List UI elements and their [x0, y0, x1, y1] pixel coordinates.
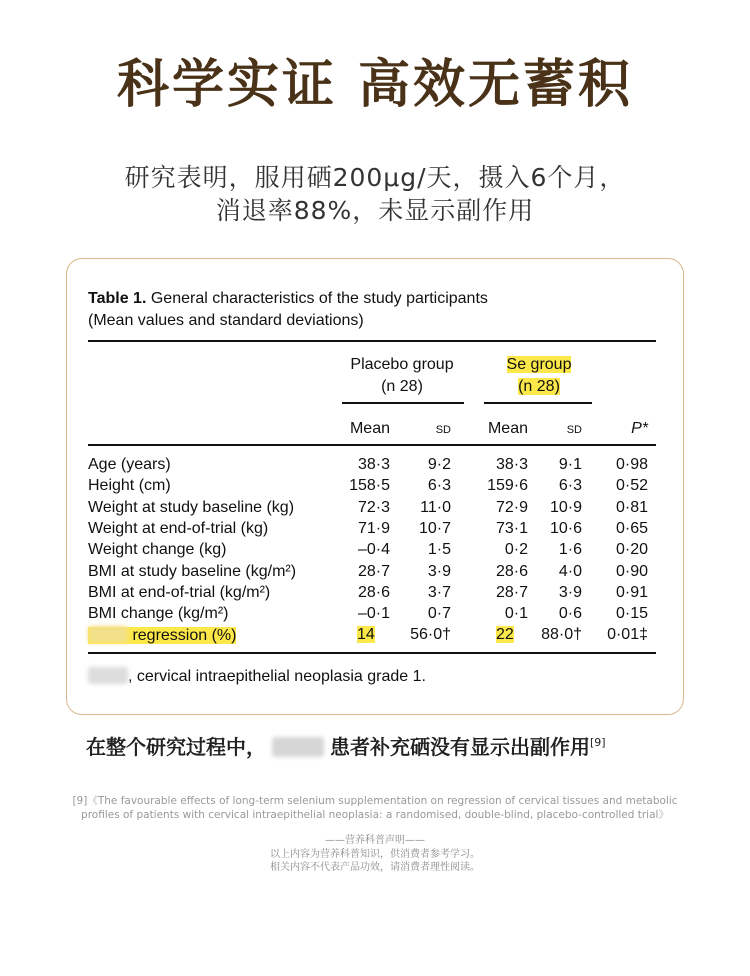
- table-cell-s1: 0·7: [427, 605, 451, 623]
- regression-sd-2: 88·0†: [541, 626, 582, 643]
- table-cell-m1: 71·9: [357, 519, 390, 537]
- conclusion-ref-mark: [9]: [590, 736, 606, 749]
- table-cell-p: 0·65: [615, 519, 648, 537]
- table-cell-m1: 28·6: [357, 583, 390, 601]
- table-bottom-rule: [88, 652, 656, 654]
- redacted-condition: [272, 737, 324, 757]
- table-cell-m1: 28·7: [357, 562, 390, 580]
- regression-mean-1-value: 14: [357, 626, 375, 643]
- table-cell-s1: 11·0: [420, 498, 451, 516]
- disclaimer-title: ——营养科普声明——: [325, 835, 425, 846]
- table-cell-s2: 1·6: [558, 541, 582, 559]
- regression-p: 0·01‡: [607, 626, 648, 643]
- table-cell-s2: 4·0: [558, 562, 582, 580]
- table-row-label: BMI change (kg/m²): [88, 605, 229, 623]
- table-row-label: Weight at end-of-trial (kg): [88, 519, 269, 537]
- table-cell-p: 0·91: [615, 583, 648, 601]
- redacted-term: [88, 626, 128, 643]
- table-cell-m2: 28·6: [495, 562, 528, 580]
- reference-line-1: [9]《The favourable effects of long-term selenium supplementation on regression of cervical tissues and metabolic: [72, 795, 678, 807]
- se-group-n-wrap: [484, 378, 594, 396]
- table-cell-m2: 73·1: [495, 519, 528, 537]
- regression-mean-1: [357, 626, 409, 644]
- header-mean-1: Mean: [349, 420, 390, 437]
- table-cell-s2: 9·1: [558, 456, 582, 473]
- se-group-rule: [484, 402, 592, 404]
- disclaimer-line-1: 以上内容为营养科普知识，供消费者参考学习。: [270, 849, 480, 860]
- placebo-group-n: (n 28): [381, 378, 423, 395]
- table-caption-bold: Table 1.: [88, 290, 147, 307]
- table-cell-m2: 28·7: [495, 583, 528, 601]
- table-cell-s1: 3·7: [427, 583, 451, 601]
- table-cell-m1: 38·3: [357, 456, 390, 473]
- table-cell-s1: 9·2: [427, 456, 451, 473]
- reference-line-2: profiles of patients with cervical intraepithelial neoplasia: a randomised, double-blind, placebo-controlled trial》: [81, 809, 669, 821]
- se-group-n: (n 28): [518, 378, 560, 395]
- table-row-label: Age (years): [88, 456, 171, 473]
- table-caption-line2: (Mean values and standard deviations): [88, 312, 364, 329]
- table-row-label: Height (cm): [88, 477, 171, 495]
- table-cell-m2: 0·2: [504, 541, 528, 559]
- se-group-name: Se group: [506, 356, 572, 373]
- table-cell-m1: 72·3: [357, 498, 390, 516]
- placebo-group-header: Placebo group: [350, 356, 454, 373]
- table-cell-s2: 10·9: [549, 498, 582, 516]
- table-row-label: BMI at study baseline (kg/m²): [88, 562, 297, 580]
- regression-sd-1: 56·0†: [410, 626, 451, 643]
- table-row-label: Weight change (kg): [88, 541, 227, 559]
- table-cell-p: 0·52: [615, 477, 648, 495]
- page-headline: 科学实证 高效无蓄积: [116, 55, 634, 115]
- table-cell-s2: 10·6: [549, 519, 582, 537]
- conclusion-text: [86, 731, 606, 760]
- table-cell-p: 0·15: [615, 605, 648, 623]
- table-footnote: [88, 667, 426, 686]
- regression-label: [88, 626, 236, 645]
- header-sd-1: SD: [435, 424, 451, 436]
- table-footnote-text: , cervical intraepithelial neoplasia grade 1.: [128, 668, 426, 685]
- table-cell-s2: 0·6: [558, 605, 582, 623]
- table-row-label: BMI at end-of-trial (kg/m²): [88, 583, 271, 601]
- table-top-rule: [88, 340, 656, 342]
- table-caption-text: General characteristics of the study participants: [150, 290, 488, 307]
- table-cell-s2: 3·9: [558, 583, 582, 601]
- table-cell-m2: 38·3: [495, 456, 528, 473]
- table-cell-m2: 0·1: [504, 605, 528, 623]
- conclusion-after: 患者补充硒没有显示出副作用: [330, 735, 590, 759]
- table-cell-s1: 6·3: [427, 477, 451, 495]
- disclaimer-line-2: 相关内容不代表产品功效，请消费者理性阅读。: [270, 862, 480, 873]
- redacted-abbrev: [88, 667, 128, 684]
- table-cell-m2: 72·9: [495, 498, 528, 516]
- table-cell-s1: 3·9: [427, 562, 451, 580]
- table-header-rule: [88, 444, 656, 446]
- table-cell-s2: 6·3: [558, 477, 582, 495]
- table-cell-m1: 158·5: [349, 477, 390, 495]
- table-cell-m1: –0·4: [357, 541, 390, 559]
- placebo-group-rule: [342, 402, 464, 404]
- table-caption: [88, 288, 488, 332]
- header-sd-2: SD: [566, 424, 582, 436]
- header-mean-2: Mean: [487, 420, 528, 437]
- table-row-label: Weight at study baseline (kg): [88, 498, 295, 516]
- se-group-header: [484, 356, 594, 374]
- regression-mean-2-value: 22: [496, 626, 514, 643]
- table-cell-p: 0·98: [615, 456, 648, 473]
- subtitle-line-1: 研究表明，服用硒200μg/天，摄入6个月，: [124, 163, 626, 192]
- conclusion-before: 在整个研究过程中，: [86, 735, 266, 759]
- table-cell-m1: –0·1: [357, 605, 390, 623]
- regression-label-text: regression (%): [132, 627, 237, 644]
- table-cell-s1: 1·5: [427, 541, 451, 559]
- table-cell-p: 0·90: [615, 562, 648, 580]
- table-cell-p: 0·20: [615, 541, 648, 559]
- table-cell-p: 0·81: [615, 498, 648, 516]
- table-cell-s1: 10·7: [418, 519, 451, 537]
- subtitle-line-2: 消退率88%，未显示副作用: [215, 196, 535, 225]
- table-cell-m2: 159·6: [487, 477, 528, 495]
- header-p: P*: [631, 420, 648, 437]
